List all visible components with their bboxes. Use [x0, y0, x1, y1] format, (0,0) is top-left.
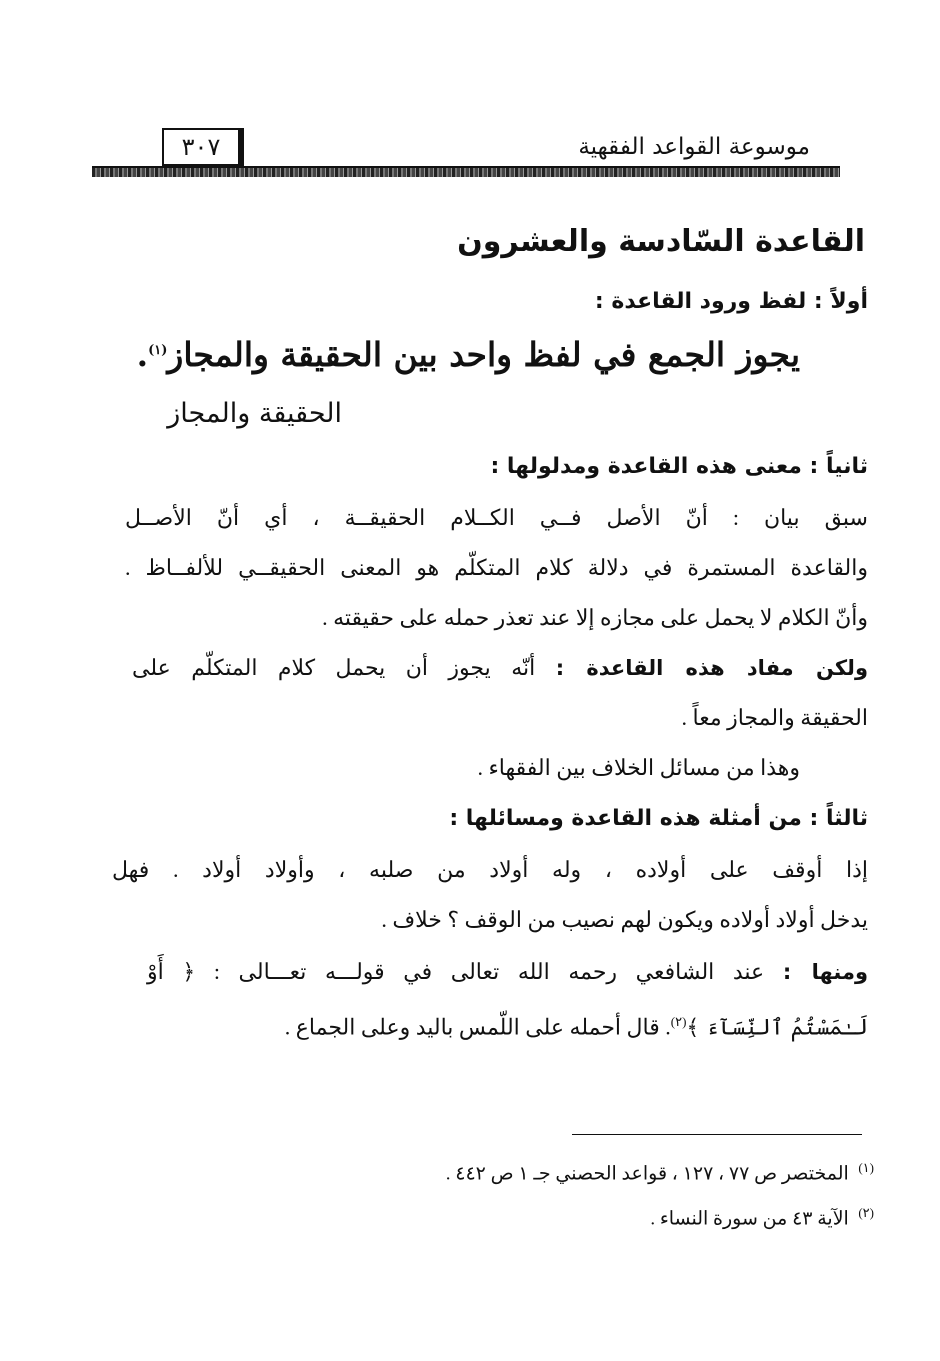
rule-title: القاعدة السّادسة والعشرون	[457, 224, 865, 259]
paragraph-line: يدخل أولاد أولاده ويكون لهم نصيب من الوقف ؟ خلاف .	[381, 907, 868, 932]
rule-statement-text: يجوز الجمع في لفظ واحد بين الحقيقة والمجاز	[167, 335, 800, 374]
paragraph-line	[285, 1014, 868, 1040]
paragraph-line: وهذا من مسائل الخلاف بين الفقهاء .	[477, 755, 800, 780]
paragraph-line: الحقيقة والمجاز معاً .	[681, 705, 868, 730]
footnote-2	[650, 1205, 874, 1230]
footnote-ref-2: (٢)	[670, 1014, 687, 1029]
footnote-ref-1: (١)	[148, 343, 168, 358]
rule-statement	[137, 335, 800, 374]
section-first-heading: أولاً : لفظ ورود القاعدة :	[594, 289, 868, 314]
rule-statement-end: .	[136, 335, 149, 374]
bold-lead: ومنها :	[782, 960, 869, 984]
paragraph-line	[147, 959, 868, 985]
paragraph-line	[132, 655, 868, 681]
section-third-heading: ثالثاً : من أمثلة هذه القاعدة ومسائلها :	[449, 806, 868, 831]
page-number: ٣٠٧	[181, 133, 221, 161]
footnote-1	[446, 1160, 874, 1185]
paragraph-text: أنّه يجوز أن يحمل كلام المتكلّم على	[132, 655, 536, 680]
header-rule	[92, 168, 840, 177]
paragraph-line: سبق بيان : أنّ الأصل فــي الكــلام الحقيقــة ، أي أنّ الأصــل	[125, 505, 868, 530]
paragraph-line: والقاعدة المستمرة في دلالة كلام المتكلّم هو المعنى الحقيقــي للألفــاظ .	[125, 555, 868, 580]
footnote-text: المختصر ص ٧٧ ، ١٢٧ ، قواعد الحصني جـ ١ ص ٤٤٢ .	[445, 1163, 849, 1185]
book-title: موسوعة القواعد الفقهية	[578, 134, 810, 160]
page-number-box	[162, 128, 244, 166]
bold-lead: ولكن مفاد هذه القاعدة :	[555, 656, 868, 680]
paragraph-line: وأنّ الكلام لا يحمل على مجازه إلا عند تعذر حمله على حقيقته .	[322, 605, 868, 630]
footnote-mark: (١)	[858, 1160, 874, 1175]
footnote-mark: (٢)	[858, 1205, 874, 1220]
rule-subtitle: الحقيقة والمجاز	[167, 398, 342, 429]
footnote-divider	[572, 1134, 862, 1135]
paragraph-text: . قال أحمله على اللّمس باليد وعلى الجماع .	[284, 1014, 671, 1040]
footnote-text: الآية ٤٣ من سورة النساء .	[650, 1208, 849, 1230]
section-second-heading: ثانياً : معنى هذه القاعدة ومدلولها :	[490, 454, 868, 479]
quran-verse: لَـٰمَسْتُمُ ٱلنِّسَآءَ ﴾	[686, 1015, 868, 1041]
paragraph-text: عند الشافعي رحمه الله تعالى في قولـــه تعـــالى : ﴿ أَوْ	[147, 959, 765, 984]
paragraph-line: إذا أوقف على أولاده ، وله أولاد من صلبه ، وأولاد أولاد . فهل	[112, 857, 868, 882]
